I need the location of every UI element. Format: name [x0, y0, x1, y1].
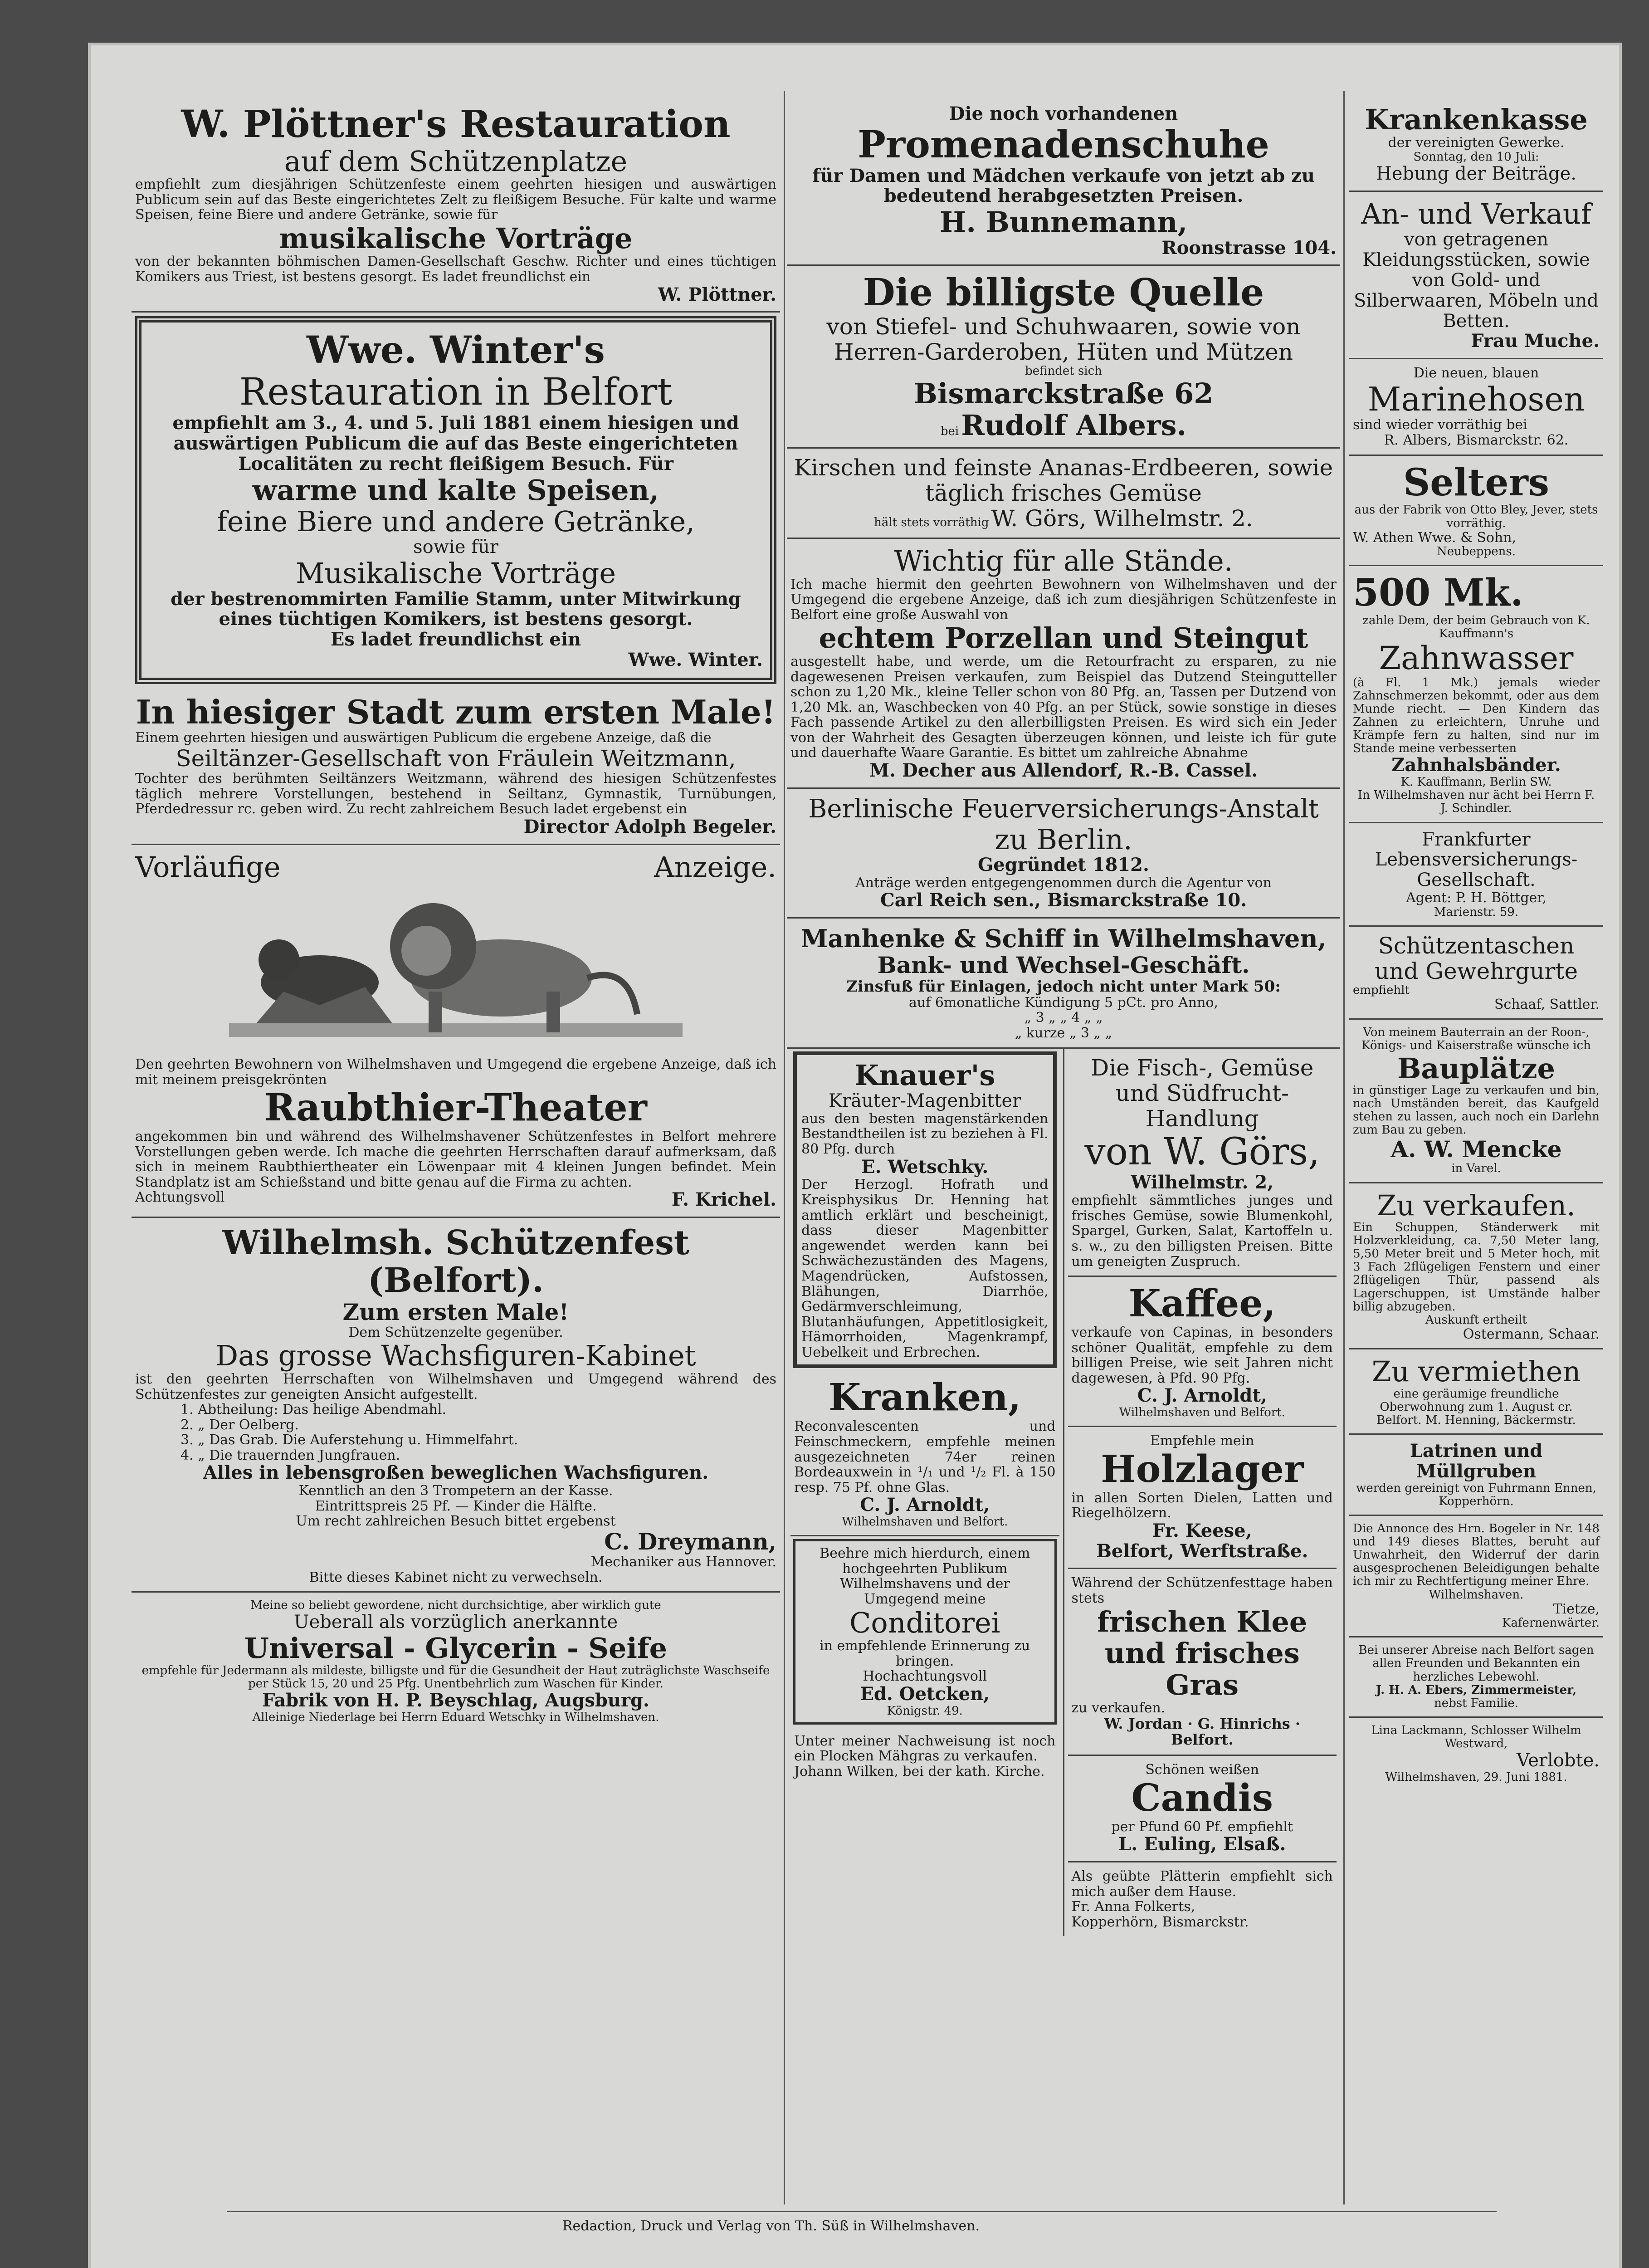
ad-line: Um recht zahlreichen Besuch bittet ergebenst — [296, 1513, 616, 1530]
ad-title: Zu verkaufen. — [1377, 1188, 1576, 1222]
ad-albers — [787, 266, 1340, 449]
ad-title: Kranken, — [829, 1376, 1021, 1420]
ad-raubthier — [132, 845, 780, 1218]
ad-address: Wilhelmstr. 2, — [1131, 1172, 1274, 1193]
ad-dealer: E. Wetschky. — [861, 1156, 989, 1178]
ad-place: Neubeppens. — [1437, 545, 1516, 559]
ad-signature: Fr. Anna Folkerts, — [1071, 1899, 1195, 1915]
column-divider — [1343, 91, 1345, 2204]
ad-line: Ueberall als vorzüglich anerkannte — [293, 1612, 618, 1633]
ad-pre: Empfehle mein — [1150, 1433, 1254, 1449]
ad-body: aus den besten magenstärkenden Bestandtheilen ist zu beziehen à Fl. 80 Pfg. durch — [801, 1110, 1049, 1157]
ad-title: In hiesiger Stadt zum ersten Male! — [136, 692, 776, 731]
ad-signature: Ed. Oetcken, — [860, 1683, 990, 1705]
ad-folkerts — [1068, 1862, 1337, 1936]
column-divider — [784, 91, 785, 2204]
ad-klee — [1068, 1569, 1337, 1756]
ad-marinehosen — [1349, 359, 1603, 455]
ad-line: befindet sich — [1025, 364, 1102, 378]
twin-columns — [787, 1049, 1340, 1936]
ad-title: Promenadenschuhe — [858, 122, 1269, 166]
ad-feuerversicherung — [787, 789, 1340, 919]
ad-signature: R. Albers, Bismarckstr. 62. — [1384, 432, 1569, 448]
ad-subtitle: Das grosse Wachsfiguren-Kabinet — [215, 1339, 696, 1373]
ad-body: Tochter des berühmten Seiltänzers Weitzmann, während des hiesigen Schützenfestes täglich mehrere Vorstellungen, bestehend in Seiltanz, Gymnastik, Turnübungen, Pferdedressur rc. geben wird. Zu recht zahlreichem Besuch ladet ergebenst ein — [135, 771, 776, 817]
ad-winter — [135, 316, 776, 684]
ad-title: Krankenkasse — [1365, 103, 1588, 136]
ad-line: Zinsfuß für Einlagen, jedoch nicht unter Mark 50: — [846, 977, 1281, 996]
ad-decher — [787, 539, 1340, 789]
ad-city: zu Berlin. — [995, 822, 1132, 856]
ad-sign-row — [790, 410, 1337, 441]
ad-line: Alleinige Niederlage bei Herrn Eduard Wetschky in Wilhelmshaven. — [252, 1710, 659, 1724]
ad-note: Bitte dieses Kabinet nicht zu verwechseln. — [309, 1569, 603, 1585]
ad-seife — [132, 1593, 780, 1730]
ad-signature: C. Dreymann, — [604, 1528, 776, 1555]
ad-body: von der bekannten böhmischen Damen-Gesellschaft Geschw. Richter und eines tüchtigen Komikers aus Triest, ist bestens gesorgt. Es ladet freundlichst ein — [135, 254, 776, 285]
footer-rule — [227, 2211, 1497, 2212]
ad-verlobte — [1349, 1718, 1603, 1790]
rate-line: auf 6monatliche Kündigung 5 pCt. pro Anno, — [908, 994, 1219, 1011]
ad-body: verkaufe von Capinas, in besonders schöner Qualität, empfehle zu dem billigen Preise, wie seit Jahren nicht dagewesen, à Pfd. 90 Pfg. — [1071, 1324, 1333, 1386]
ad-signature: K. Kauffmann, Berlin SW. — [1400, 775, 1552, 789]
ad-address: Roonstrasse 104. — [1161, 237, 1337, 259]
ad-body: werden gereinigt von Fuhrmann Ennen, Kopperhörn. — [1356, 1481, 1596, 1508]
ad-pre: Die neuen, blauen — [1413, 365, 1539, 381]
ad-body: Kirschen und feinste Ananas-Erdbeeren, sowie täglich frisches Gemüse — [794, 455, 1333, 507]
ad-date: Sonntag, den 10 Juli: — [1413, 150, 1539, 164]
ad-title: W. Plöttner's Restauration — [181, 103, 731, 146]
ad-body: ausgestellt habe, und werde, um die Retourfracht zu ersparen, zu nie dagewesenen Preisen verkaufen, zum Beispiel das Dutzend Steingutteller schon zu 1,20 Mk., kleine Teller schon von 80 Pfg. an, Tassen per Dutzend von 1,20 Mk. an, Waschbecken von 40 Pfg. an per Stück, sowie sonstige in dieses Fach passende Artikel zu den allerbilligsten Preisen. Es wird sich ein Jeder von der Wahrheit des Gesagten überzeugen können, und leiste ich für gute und dauerhafte Waare Garantie. Es bittet um zahlreiche Abnahme — [790, 653, 1337, 761]
ad-body: Anträge werden entgegengenommen durch die Agentur von — [855, 875, 1272, 891]
ad-signature: W. Athen Wwe. & Sohn, — [1353, 529, 1517, 546]
ad-line: feine Biere und andere Getränke, — [216, 504, 695, 538]
ad-pre: Während der Schützenfesttage haben stets — [1071, 1575, 1333, 1607]
ad-ploettner — [132, 98, 780, 313]
ad-title: Wichtig für alle Stände. — [894, 544, 1233, 578]
ad-body: empfiehlt zum diesjährigen Schützenfeste einem geehrten hiesigen und auswärtigen Publicum sein auf das Beste eingerichtetes Zelt zu fleißigem Besuche. Für kalte und warme Speisen, feine Biere und andere Getränke, sowie für — [135, 176, 776, 223]
ad-line: Dem Schützenzelte gegenüber. — [348, 1324, 563, 1340]
ad-body: empfiehlt — [1353, 983, 1410, 997]
ad-title: Schützentaschen und Gewehrgurte — [1374, 932, 1578, 984]
column-middle — [787, 98, 1340, 1936]
ad-signature: Wwe. Winter. — [628, 649, 763, 671]
ad-line: Es ladet freundlichst ein — [330, 629, 581, 650]
ad-body: Die Annonce des Hrn. Bogeler in Nr. 148 und 149 dieses Blattes, beruht auf Unwahrheit, den Widerruf der darin ausgesprochenen Beleidigungen behalte ich mir zu Rechtfertigung meiner Ehre. — [1353, 1522, 1600, 1589]
list-item: 3. „ Das Grab. Die Auferstehung u. Himmelfahrt. — [181, 1432, 518, 1448]
ad-line: Gegründet 1812. — [978, 854, 1149, 876]
ad-body: angekommen bin und während des Wilhelmshavener Schützenfestes in Belfort mehrere Vorstellungen geben werde. Ich mache die geehrten Herrschaften darauf aufmerksam, daß sich in meinem Raubthiertheater ein Löwenpaar mit 4 kleinen Jungen befindet. Mein Standplatz ist am Schießstand und bitte genau auf die Firma zu achten. — [135, 1128, 776, 1190]
ad-body: Einem geehrten hiesigen und auswärtigen Publicum die ergebene Anzeige, daß die — [135, 730, 712, 746]
ad-krankenkasse — [1349, 98, 1603, 192]
ad-bei: bei — [940, 424, 959, 438]
ad-title: Manhenke & Schiff in Wilhelmshaven, — [800, 924, 1327, 953]
imprint: Redaction, Druck und Verlag von Th. Süß in Wilhelmshaven. — [562, 2218, 980, 2234]
column-right — [1349, 98, 1603, 1790]
ad-body: für Damen und Mädchen verkaufe von jetzt ab zu bedeutend herabgesetzten Preisen. — [812, 165, 1315, 207]
ad-feature: musikalische Vorträge — [279, 222, 633, 255]
ad-wilken — [790, 1727, 1059, 1786]
exhibit-list — [135, 1402, 776, 1463]
ad-tietze — [1349, 1516, 1603, 1637]
ad-line: Meine so beliebt gewordene, nicht durchsichtige, aber wirklich gute — [250, 1598, 661, 1613]
ad-title: Raubthier-Theater — [264, 1086, 647, 1130]
ad-verkaufen — [1349, 1183, 1603, 1350]
ad-title: Selters — [1403, 460, 1549, 504]
ad-body: empfiehlt am 3., 4. und 5. Juli 1881 einem hiesigen und auswärtigen Publicum die auf das Beste eingerichteten Localitäten zu recht fleißigem Besuch. Für — [172, 412, 739, 474]
ad-manhenke — [787, 919, 1340, 1048]
ad-muche — [1349, 192, 1603, 359]
ad-signature: Fr. Keese, — [1152, 1520, 1252, 1541]
ad-knauer — [793, 1051, 1057, 1369]
ad-body: Der Herzogl. Hofrath und Kreisphysikus Dr. Henning hat amtlich erklärt und bescheinigt, dass dieser Magenbitter angewendet werden kann bei Schwächezuständen des Magens, Magendrücken, Aufstossen, Blähungen, Diarrhöe, Gedärmverschleimung, Blutanhäufungen, Appetitlosigkeit, Hämorrhoiden, Magenkrampf, Uebelkeit und Erbrechen. — [801, 1177, 1049, 1360]
ad-title: Kaffee, — [1128, 1282, 1276, 1326]
rate-line: „ 3 „ „ 4 „ „ — [1024, 1010, 1103, 1026]
ad-title: Wwe. Winter's — [307, 328, 605, 372]
ad-place: Wilhelmshaven und Belfort. — [842, 1515, 1008, 1529]
ad-title: frischen Klee und frisches Gras — [1097, 1605, 1307, 1701]
ad-signature: M. Decher aus Allendorf, R.-B. Cassel. — [869, 760, 1258, 782]
ad-body: Als geübte Plätterin empfiehlt sich mich außer dem Hause. — [1071, 1868, 1333, 1900]
rate-line: „ kurze „ 3 „ „ — [1015, 1025, 1112, 1041]
ad-sign-row — [135, 1190, 776, 1210]
ad-date: Wilhelmshaven, 29. Juni 1881. — [1385, 1770, 1567, 1784]
ad-body: (à Fl. 1 Mk.) jemals wieder Zahnschmerzen bekommt, oder aus dem Munde riecht. — Den Kindern das Zahnen zu erleichtern, Unruhe und Krämpfe fern zu halten, sind nur im Stande meine verbesserten — [1353, 675, 1600, 756]
ad-sign-row — [790, 506, 1337, 531]
ad-header — [135, 851, 776, 883]
ad-body: Beehre mich hierdurch, einem hochgeehrten Publikum Wilhelmshavens und der Umgegend meine — [820, 1545, 1030, 1607]
ad-line: warme und kalte Speisen, — [252, 473, 659, 507]
ad-place: Wilhelmshaven. — [1429, 1588, 1524, 1602]
ad-title: Holzlager — [1101, 1447, 1304, 1491]
ad-body: eine geräumige freundliche Oberwohnung zum 1. August cr. — [1380, 1387, 1573, 1414]
ad-post: zu verkaufen. — [1071, 1700, 1166, 1716]
ad-frankfurter — [1349, 823, 1603, 927]
ad-address: Königstr. 49. — [887, 1704, 963, 1718]
ad-body: von Stiefel- und Schuhwaaren, sowie von Herren-Garderoben, Hüten und Mützen — [826, 313, 1301, 366]
ad-signature: Rudolf Albers. — [961, 408, 1187, 442]
ad-line: Kenntlich an den 3 Trompetern an der Kasse. — [298, 1483, 613, 1499]
ad-body: Reconvalescenten und Feinschmeckern, empfehle meinen ausgezeichneten 74er reinen Bordeauxwein in ¹/₁ und ¹/₂ Fl. à 150 resp. 75 Pf. ohne Glas. — [794, 1418, 1056, 1496]
ad-pre-right: Anzeige. — [654, 850, 776, 884]
ad-line: Alles in lebensgroßen beweglichen Wachsfiguren. — [203, 1462, 709, 1484]
ad-event: Hebung der Beiträge. — [1376, 163, 1576, 185]
ad-signature: C. J. Arnoldt, — [860, 1494, 990, 1516]
ad-title: Conditorei — [849, 1606, 1000, 1639]
ad-holds: hält stets vorräthig — [874, 516, 989, 530]
ad-agent: Agent: P. H. Böttger, — [1406, 890, 1547, 906]
list-item: 4. „ Die trauernden Jungfrauen. — [181, 1447, 400, 1463]
ad-agent: In Wilhelmshaven nur ächt bei Herrn F. J. Schindler. — [1357, 788, 1595, 816]
ad-role: Kafernenwärter. — [1502, 1616, 1600, 1630]
subcolumn-right — [1063, 1049, 1341, 1936]
ad-signature: Director Adolph Begeler. — [523, 816, 776, 837]
ad-info: Auskunft ertheilt — [1425, 1313, 1527, 1327]
ad-title: Bauplätze — [1397, 1051, 1556, 1085]
ad-title: Die Fisch-, Gemüse und Südfrucht-Handlung — [1091, 1054, 1314, 1132]
ad-signature: Ostermann, Schaar. — [1463, 1326, 1600, 1342]
ad-pre-left: Vorläufige — [135, 850, 281, 884]
ad-family: nebst Familie. — [1434, 1696, 1518, 1710]
ad-title: Frankfurter Lebensversicherungs-Gesellschaft. — [1375, 829, 1578, 891]
ad-signature: W. Plöttner. — [658, 284, 776, 305]
column-left — [132, 98, 780, 1730]
ad-body: Ein Schuppen, Ständerwerk mit Holzverkleidung, ca. 7,50 Meter lang, 5,50 Meter breit und 5 Meter hoch, mit 3 Fach 2flügeligen Fenstern und einer 2flügeligen Thür, passend als Lagerschuppen, ist Umstände halber billig abzugeben. — [1353, 1220, 1600, 1314]
ad-name: von W. Görs, — [1084, 1130, 1320, 1173]
ad-title: Zu vermiethen — [1371, 1355, 1581, 1388]
ad-goers-fruit — [787, 449, 1340, 539]
ad-signature: Frau Muche. — [1471, 330, 1600, 352]
ad-signature: Belfort. M. Henning, Bäckermstr. — [1376, 1413, 1576, 1427]
ad-body: in allen Sorten Dielen, Latten und Riegelhölzern. — [1071, 1490, 1333, 1521]
ad-ebers — [1349, 1637, 1603, 1718]
ad-address: Belfort, Werftstraße. — [1096, 1540, 1308, 1562]
ad-title: An- und Verkauf — [1361, 197, 1591, 230]
list-item: 2. „ Der Oelberg. — [181, 1417, 299, 1433]
list-item: 1. Abtheilung: Das heilige Abendmahl. — [181, 1402, 446, 1418]
ad-signature: Johann Wilken, bei der kath. Kirche. — [794, 1763, 1045, 1779]
ad-signature: H. Bunnemann, — [939, 205, 1188, 239]
ad-pre: Schönen weißen — [1145, 1762, 1259, 1778]
ad-goers-gemuese — [1068, 1049, 1337, 1277]
ad-vermiethen — [1349, 1349, 1603, 1435]
ad-body: sind wieder vorräthig bei — [1353, 417, 1527, 433]
ad-names: Lina Lackmann, Schlosser Wilhelm Westward, — [1371, 1723, 1581, 1751]
ad-title: Marinehosen — [1367, 380, 1585, 418]
ad-bunnemann — [787, 98, 1340, 266]
ad-signature: L. Euling, Elsaß. — [1118, 1833, 1286, 1855]
ad-title: Verlobte. — [1517, 1750, 1600, 1771]
ad-signature: W. Jordan · G. Hinrichs · Belfort. — [1104, 1715, 1301, 1749]
ad-closing: Hochachtungsvoll — [863, 1668, 987, 1685]
ad-zahnwasser — [1349, 566, 1603, 823]
ad-pre: Die noch vorhandenen — [949, 103, 1178, 124]
ad-body: in empfehlende Erinnerung zu bringen. — [820, 1638, 1030, 1669]
ad-body: Unter meiner Nachweisung ist noch ein Plocken Mähgras zu verkaufen. — [794, 1733, 1056, 1765]
ad-weitzmann — [132, 688, 780, 845]
ad-subtitle: Kräuter-Magenbitter — [829, 1090, 1021, 1111]
ad-body: zahle Dem, der beim Gebrauch von K. Kauffmann's — [1362, 614, 1590, 641]
ad-body: empfehle für Jedermann als mildeste, billigste und für die Gesundheit der Haut zuträglichste Waschseife per Stück 15, 20 und 25 Pfg. Unentbehrlich zum Waschen für Kinder. — [141, 1663, 770, 1691]
ad-address: Kopperhörn, Bismarckstr. — [1071, 1914, 1249, 1930]
ad-body: in günstiger Lage zu verkaufen und bin, nach Umständen bereit, das Kaufgeld stehen zu lassen, auch noch ein Darlehn zum Bau zu geben. — [1353, 1083, 1600, 1137]
ad-candis — [1068, 1756, 1337, 1862]
ad-title: Latrinen und Müllgruben — [1410, 1440, 1543, 1482]
ad-body: Von meinem Bauterrain an der Roon-, Königs- und Kaiserstraße wünsche ich — [1361, 1026, 1591, 1053]
ad-signature: A. W. Mencke — [1390, 1136, 1562, 1163]
ad-subtitle: der vereinigten Gewerke. — [1388, 135, 1565, 151]
ad-body: Den geehrten Bewohnern von Wilhelmshaven und Umgegend die ergebene Anzeige, daß ich mit meinem preisgekrönten — [135, 1056, 776, 1088]
ad-subtitle: Restauration in Belfort — [239, 371, 673, 414]
ad-title: Berlinische Feuerversicherungs-Anstalt — [808, 794, 1319, 824]
ad-body: per Pfund 60 Pf. empfiehlt — [1111, 1818, 1293, 1835]
ad-title: Universal - Glycerin - Seife — [244, 1632, 668, 1665]
ad-signature: F. Krichel. — [671, 1189, 776, 1211]
ad-body: empfiehlt sämmtliches junges und frisches Gemüse, sowie Blumenkohl, Spargel, Gurken, Salat, Kartoffeln u. s. w., zu den billigsten Preisen. Bitte um geneigten Zuspruch. — [1071, 1193, 1333, 1270]
ad-amount: 500 Mk. — [1353, 571, 1523, 615]
ad-line: Eintrittspreis 25 Pf. — Kinder die Hälfte. — [315, 1498, 597, 1514]
ad-signature: C. J. Arnoldt, — [1137, 1385, 1267, 1407]
ad-place: in Varel. — [1451, 1162, 1501, 1176]
ad-feature: Musikalische Vorträge — [295, 557, 616, 590]
ad-body: aus der Fabrik von Otto Bley, Jever, stets vorräthig. — [1354, 503, 1598, 530]
ad-conditorei — [793, 1539, 1057, 1725]
ad-title: Candis — [1131, 1776, 1273, 1820]
ad-latrinen — [1349, 1435, 1603, 1516]
ad-title: Zahnwasser — [1379, 640, 1574, 677]
ad-subtitle: Bank- und Wechsel-Geschäft. — [877, 951, 1250, 978]
ad-mencke — [1349, 1020, 1603, 1183]
ad-role: Mechaniker aus Hannover. — [590, 1554, 776, 1570]
ad-signature: Carl Reich sen., Bismarckstraße 10. — [880, 890, 1247, 911]
ad-wachsfiguren — [132, 1218, 780, 1593]
ad-kaffee — [1068, 1277, 1337, 1427]
ad-title: Knauer's — [854, 1058, 995, 1092]
ad-feature: Seiltänzer-Gesellschaft von Fräulein Weitzmann, — [176, 745, 736, 772]
ad-holzlager — [1068, 1427, 1337, 1569]
ad-address: Marienstr. 59. — [1434, 905, 1519, 919]
lion-illustration — [229, 887, 683, 1051]
ad-line: sowie für — [413, 537, 498, 558]
ad-signature: J. H. A. Ebers, Zimmermeister, — [1376, 1683, 1577, 1697]
ad-signature: W. Görs, Wilhelmstr. 2. — [991, 505, 1253, 532]
ad-selters — [1349, 456, 1603, 567]
ad-place: Wilhelmshaven und Belfort. — [1119, 1406, 1285, 1420]
ad-body: ist den geehrten Herrschaften von Wilhelmshaven und Umgegend während des Schützenfestes zur geneigten Ansicht aufgestellt. — [135, 1371, 776, 1403]
ad-title: Wilhelmsh. Schützenfest (Belfort). — [222, 1223, 690, 1300]
ad-title: Die billigste Quelle — [863, 271, 1264, 315]
ad-body: von getragenen Kleidungsstücken, sowie von Gold- und Silberwaaren, Möbeln und Betten. — [1353, 229, 1599, 332]
ad-line: Zum ersten Male! — [342, 1298, 569, 1325]
ad-schaaf — [1349, 927, 1603, 1020]
ad-kranken — [790, 1371, 1059, 1536]
ad-line: Fabrik von H. P. Beyschlag, Augsburg. — [262, 1689, 649, 1711]
ad-address: Bismarckstraße 62 — [913, 377, 1214, 411]
ad-subtitle: auf dem Schützenplatze — [284, 144, 628, 178]
ad-signature: Tietze, — [1553, 1601, 1600, 1617]
ad-body: Bei unserer Abreise nach Belfort sagen allen Freunden und Bekannten ein herzliches Lebewohl. — [1358, 1643, 1594, 1684]
ad-closing: Achtungsvoll — [135, 1189, 225, 1206]
ad-feature: echtem Porzellan und Steingut — [819, 621, 1308, 655]
ad-signature: Schaaf, Sattler. — [1494, 996, 1600, 1012]
ad-body: Ich mache hiermit den geehrten Bewohnern von Wilhelmshaven und der Umgegend die ergebene Anzeige, daß ich zum diesjährigen Schützenfeste in Belfort eine große Auswahl von — [790, 576, 1337, 623]
subcolumn-left — [787, 1049, 1063, 1936]
ad-body: der bestrenommirten Familie Stamm, unter Mitwirkung eines tüchtigen Komikers, ist bestens gesorgt. — [171, 588, 741, 630]
ad-product: Zahnhalsbänder. — [1391, 754, 1561, 776]
